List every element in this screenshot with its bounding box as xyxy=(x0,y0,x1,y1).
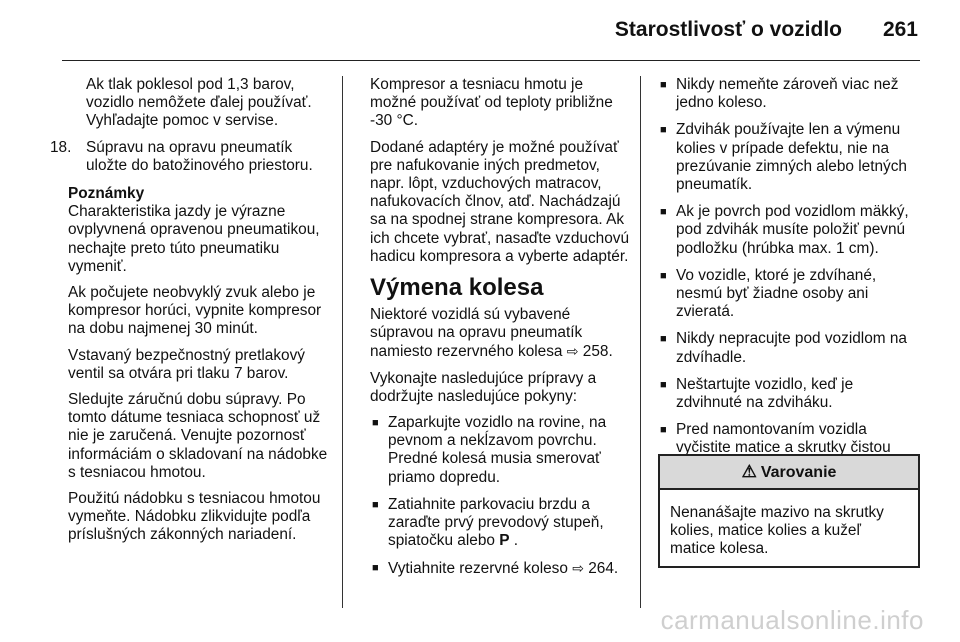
list-item xyxy=(658,267,920,322)
warning-text: Nenanášajte mazivo na skrutky kolies, matice kolies a kužeľ matice kolesa. xyxy=(670,504,884,558)
warning-triangle-icon: ⚠ xyxy=(741,462,757,481)
paragraph: Vykonajte nasledujúce prípravy a dodržujte nasledujúce pokyny: xyxy=(370,369,597,405)
list-item xyxy=(658,76,920,112)
note-title: Poznámky xyxy=(68,185,145,203)
page-header xyxy=(0,14,960,50)
list-item-text: Zdvihák používajte len a výmenu kolies v prípade defektu, nie na prezúvanie zimných alebo letných pneumatík. xyxy=(676,121,907,194)
page-reference[interactable]: 264. xyxy=(588,560,619,578)
square-bullet-icon: ■ xyxy=(660,206,667,219)
list-item-text: Neštartujte vozidlo, keď je zdvihnuté na zdviháku. xyxy=(676,375,854,412)
note-paragraph: Charakteristika jazdy je výrazne ovplyvnená opravenou pneumatikou, nechajte preto túto pneumatiku vymeniť. xyxy=(68,203,320,275)
paragraph: Kompresor a tesniacu hmotu je možné používať od teploty približne -30 °C. xyxy=(370,76,613,130)
arrow-reference-icon: ⇨ xyxy=(566,343,579,360)
list-item-text: Zaparkujte vozidlo na rovine, na pevnom a nekĺzavom povrchu. Predné kolesá musia smerovať priamo dopredu. xyxy=(388,414,607,486)
column-1 xyxy=(50,76,330,553)
header-rule xyxy=(62,60,920,61)
item-text: Súpravu na opravu pneumatík uložte do batožinového priestoru. xyxy=(86,138,313,174)
note-paragraph: Ak počujete neobvyklý zvuk alebo je kompresor horúci, vypnite kompresor na dobu najmenej 30 minút. xyxy=(68,284,322,338)
column-3 xyxy=(658,76,920,485)
column-2 xyxy=(370,76,632,588)
list-item-text: Nikdy nepracujte pod vozidlom na zdvíhadle. xyxy=(676,330,907,366)
list-item-text: Vytiahnite rezervné koleso xyxy=(388,560,568,578)
list-item xyxy=(370,559,632,578)
page-reference[interactable]: 258. xyxy=(582,343,613,361)
list-item-text: Pred namontovaním vozidla vyčistite matice a skrutky čistou xyxy=(676,421,891,457)
item-number: 18. xyxy=(50,138,72,156)
list-item-text: Nikdy nemeňte zároveň viac než jedno koleso. xyxy=(676,76,899,112)
square-bullet-icon: ■ xyxy=(660,269,667,282)
warning-title: Varovanie xyxy=(760,464,837,481)
numbered-item-18 xyxy=(50,138,330,175)
note-paragraph: Sledujte záručnú dobu súpravy. Po tomto dátume tesniaca schopnosť už nie je zaručená. Venujte pozornosť informáciám o skladovaní na nádobke s tesniacou hmotou. xyxy=(68,391,328,481)
paragraph-text: Niektoré vozidlá sú vybavené súpravou na opravu pneumatík namiesto rezervného kolesa xyxy=(370,306,583,361)
instruction-list xyxy=(658,76,920,476)
square-bullet-icon: ■ xyxy=(660,333,667,346)
watermark: carmanualsonline.info xyxy=(660,605,924,635)
square-bullet-icon: ■ xyxy=(372,498,379,511)
list-item xyxy=(658,330,920,366)
list-item-end: . xyxy=(513,532,519,550)
arrow-reference-icon: ⇨ xyxy=(572,560,584,577)
header-title: Starostlivosť o vozidlo xyxy=(614,18,842,41)
list-item xyxy=(658,121,920,194)
list-item xyxy=(370,496,632,551)
list-item xyxy=(658,376,920,412)
square-bullet-icon: ■ xyxy=(660,79,667,91)
list-item-text: Zatiahnite parkovaciu brzdu a zaraďte prvý prevodový stupeň, spiatočku alebo xyxy=(388,495,604,550)
list-item-text: Ak je povrch pod vozidlom mäkký, pod zdvihák musíte položiť pevnú podložku (hrúbka max. 1 cm). xyxy=(676,203,909,257)
square-bullet-icon: ■ xyxy=(660,424,667,437)
column-divider xyxy=(342,76,343,608)
paragraph: Ak tlak poklesol pod 1,3 barov, vozidlo nemôžete ďalej používať. Vyhľadajte pomoc v servise. xyxy=(86,76,312,130)
square-bullet-icon: ■ xyxy=(372,562,379,575)
page-number: 261 xyxy=(882,18,918,41)
note-paragraph: Použitú nádobku s tesniacou hmotou vymeňte. Nádobku zlikvidujte podľa príslušných zákonných nariadení. xyxy=(68,490,321,544)
warning-box xyxy=(658,454,920,568)
list-item xyxy=(370,414,632,487)
note-paragraph: Vstavaný bezpečnostný pretlakový ventil sa otvára pri tlaku 7 barov. xyxy=(68,346,305,382)
list-item xyxy=(658,203,920,258)
warning-header xyxy=(660,456,918,490)
gear-p-label: P xyxy=(499,532,510,550)
square-bullet-icon: ■ xyxy=(372,417,379,430)
square-bullet-icon: ■ xyxy=(660,378,667,391)
list-item-text: Vo vozidle, ktoré je zdvíhané, nesmú byť žiadne osoby ani zvieratá. xyxy=(676,266,877,321)
instruction-list xyxy=(370,414,632,579)
paragraph xyxy=(370,306,632,362)
square-bullet-icon: ■ xyxy=(660,124,667,137)
column-divider xyxy=(640,76,641,608)
paragraph: Dodané adaptéry je možné používať pre nafukovanie iných predmetov, napr. lôpt, vzduchových matracov, nafukovacích člnov, atď. Nachádzajú sa na spodnej strane kompresora. Ak ich chcete vybrať, nasaďte vzduchovú hadicu kompresora a vyberte adaptér. xyxy=(370,138,630,265)
section-heading: Výmena kolesa xyxy=(370,274,544,302)
